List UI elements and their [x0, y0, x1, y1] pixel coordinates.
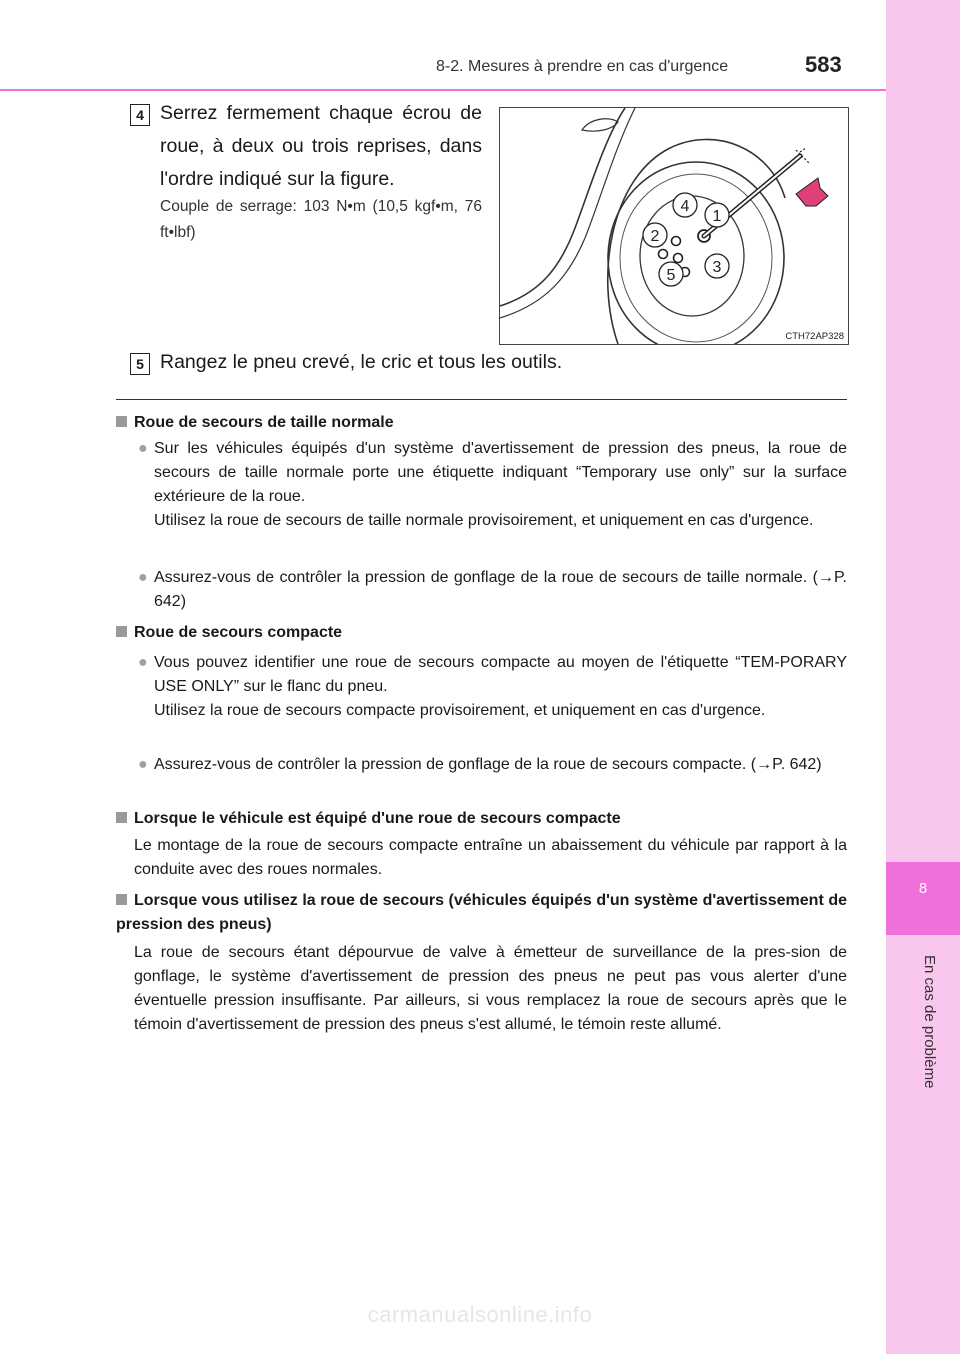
note-heading-compact-spare: Roue de secours compacte — [116, 621, 847, 645]
step-number-4: 4 — [130, 104, 150, 126]
square-bullet-icon — [116, 416, 127, 427]
section-header-title: 8-2. Mesures à prendre en cas d'urgence — [436, 58, 729, 75]
note-2-bullet-1: Vous pouvez identifier une roue de secours compacte au moyen de l'étiquette “TEM-PORARY USE ONLY” sur le flanc du pneu. Utilisez la roue de secours compacte provisoirement, et uniquement en cas d'urgence. — [154, 654, 847, 719]
note-2-bullet-2: Assurez-vous de contrôler la pression de gonflage de la roue de secours compacte. (→P. 642) — [154, 756, 822, 773]
wheel-illustration — [500, 108, 848, 344]
bullet-icon: ● — [138, 569, 148, 586]
section-divider — [116, 399, 847, 400]
nut-label-3: 3 — [712, 259, 722, 276]
note-heading-full-size-spare: Roue de secours de taille normale — [116, 411, 847, 435]
nut-label-2: 2 — [650, 228, 660, 245]
note-1-bullet-1: Sur les véhicules équipés d'un système d'avertissement de pression des pneus, la roue de secours de taille normale porte une étiquette indiquant “Temporary use only” sur la surface extérieure de la roue. Utilisez la roue de secours de taille normale provisoirement, et uniquement en cas d'urgence. — [154, 440, 847, 529]
bullet-icon: ● — [138, 654, 148, 671]
step-5-instruction: Rangez le pneu crevé, le cric et tous les outils. — [160, 351, 563, 373]
nut-label-5: 5 — [666, 267, 676, 284]
watermark: carmanualsonline.info — [367, 1302, 593, 1327]
chapter-number: 8 — [918, 880, 928, 897]
nut-label-4: 4 — [680, 198, 690, 215]
note-1-bullet-2: Assurez-vous de contrôler la pression de gonflage de la roue de secours de taille normale. (→P. 642) — [154, 569, 847, 610]
step-4-torque: Couple de serrage: 103 N•m (10,5 kgf•m, 76 ft•lbf) — [160, 198, 482, 241]
page-number: 583 — [805, 52, 842, 77]
header-rule — [0, 89, 886, 91]
note-heading-tpms-spare: Lorsque vous utilisez la roue de secours (véhicules équipés d'un système d'avertissement de pression des pneus) — [116, 892, 847, 933]
nut-label-1: 1 — [712, 208, 722, 225]
bullet-icon: ● — [138, 756, 148, 773]
chapter-number-box — [886, 862, 960, 935]
step-number-5: 5 — [130, 353, 150, 375]
wheel-nut-order-figure — [499, 107, 849, 345]
note-4-text: La roue de secours étant dépourvue de valve à émetteur de surveillance de la pres-sion de gonflage, le système d'avertissement de pression des pneus ne peut pas vous alerter d'une éventuelle pression insuffisante. Par ailleurs, si vous remplacez la roue de secours après que le témoin d'avertissement de pression des pneus s'est allumé, le témoin reste allumé. — [134, 944, 847, 1033]
step-4-instruction: Serrez fermement chaque écrou de roue, à deux ou trois reprises, dans l'ordre indiqué sur la figure. — [160, 102, 482, 190]
square-bullet-icon — [116, 894, 127, 905]
square-bullet-icon — [116, 812, 127, 823]
chapter-label: En cas de problème — [921, 955, 938, 1089]
chapter-side-tab — [886, 0, 960, 1354]
note-3-text: Le montage de la roue de secours compacte entraîne un abaissement du véhicule par rapport à la conduite avec des roues normales. — [134, 837, 847, 878]
figure-code: CTH72AP328 — [785, 331, 844, 342]
square-bullet-icon — [116, 626, 127, 637]
bullet-icon: ● — [138, 440, 148, 457]
note-heading-lowered-vehicle: Lorsque le véhicule est équipé d'une roue de secours compacte — [116, 807, 847, 831]
